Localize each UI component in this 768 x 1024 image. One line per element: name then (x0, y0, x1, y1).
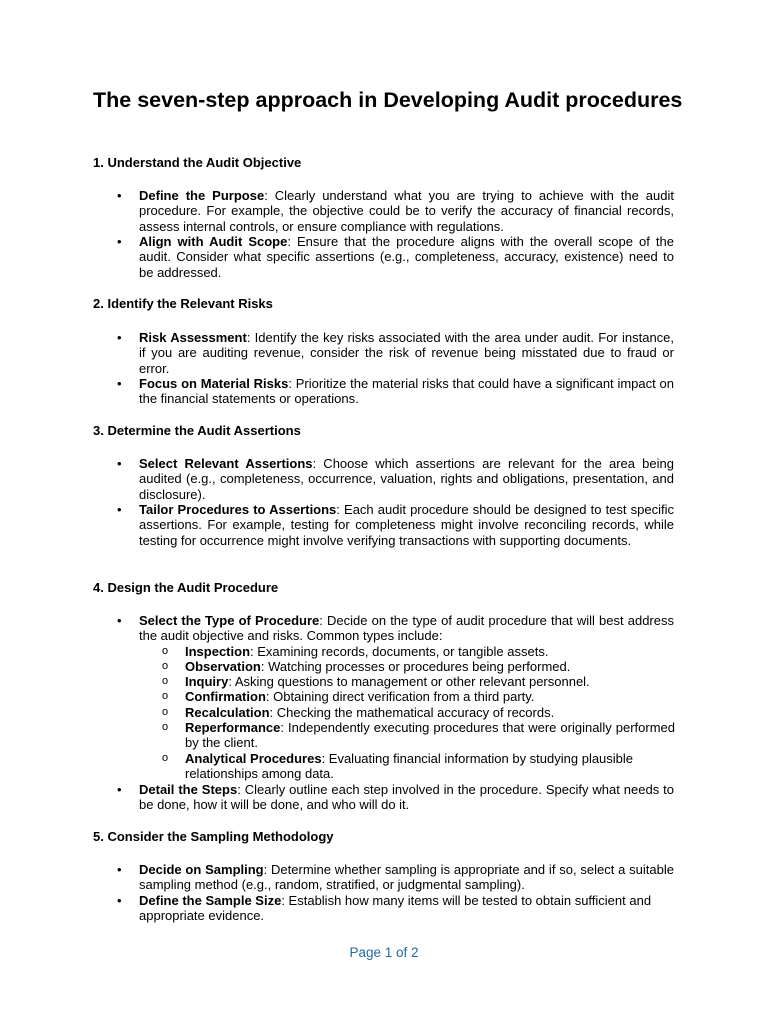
bullet-icon: • (117, 862, 122, 877)
section-heading-design-procedure: 4. Design the Audit Procedure (93, 580, 279, 595)
list-item-define-purpose (117, 188, 675, 234)
item-text: : Identify the key risks associated with the area under audit. For instance, if you are auditing revenue, consider the risk of revenue being misstated due to fraud or error. (139, 330, 675, 376)
circle-bullet-icon: o (162, 660, 169, 672)
item-text: : Prioritize the material risks that could have a significant impact on the financial statements or operations. (139, 376, 674, 407)
item-text: : Asking questions to management or other relevant personnel. (228, 674, 590, 689)
bullet-icon: • (117, 613, 122, 628)
sub-item-reperformance (162, 720, 675, 751)
section-heading-identify-risks: 2. Identify the Relevant Risks (93, 296, 273, 311)
item-term: Align with Audit Scope (139, 234, 288, 249)
item-text: : Decide on the type of audit procedure that will best address the audit objective and risks. Common types include: (139, 613, 674, 644)
bullet-icon: • (117, 234, 122, 249)
item-text: : Clearly understand what you are trying to achieve with the audit procedure. For example, the objective could be to verify the accuracy of financial records, assess internal controls, or ensure compliance with regulations. (139, 188, 675, 234)
item-term: Decide on Sampling (139, 862, 264, 877)
item-term: Risk Assessment (139, 330, 247, 345)
item-term: Confirmation (185, 689, 266, 704)
item-term: Inspection (185, 644, 251, 659)
sub-item-observation (162, 659, 675, 674)
section-heading-understand-objective: 1. Understand the Audit Objective (93, 155, 302, 170)
item-text: : Each audit procedure should be designed to test specific assertions. For example, testing for completeness might involve reconciling records, while testing for occurrence might involve verifying transactions with supporting documents. (139, 502, 674, 548)
item-text: : Establish how many items will be tested to obtain sufficient and appropriate evidence. (139, 893, 652, 924)
item-text: : Evaluating financial information by studying plausible relationships among data. (185, 751, 634, 782)
circle-bullet-icon: o (162, 675, 169, 687)
sub-item-inquiry (162, 674, 675, 689)
list-item-material-risks (117, 376, 674, 407)
bullet-icon: • (117, 782, 122, 797)
bullet-icon: • (117, 502, 122, 517)
bullet-icon: • (117, 456, 122, 471)
item-term: Detail the Steps (139, 782, 238, 797)
circle-bullet-icon: o (162, 721, 169, 733)
list-item-select-assertions (117, 456, 674, 502)
circle-bullet-icon: o (162, 645, 169, 657)
item-text: : Determine whether sampling is appropriate and if so, select a suitable sampling method (e.g., random, stratified, or judgmental sampling). (139, 862, 674, 893)
item-text: : Independently executing procedures that were originally performed by the client. (185, 720, 675, 751)
item-term: Focus on Material Risks (139, 376, 289, 391)
item-text: : Obtaining direct verification from a third party. (265, 689, 535, 704)
list-item-risk-assessment (117, 330, 675, 376)
item-text: : Ensure that the procedure aligns with the overall scope of the audit. Consider what specific assertions (e.g., completeness, accuracy, existence) need to be addressed. (139, 234, 674, 280)
list-item-detail-steps (117, 782, 674, 813)
circle-bullet-icon: o (162, 706, 169, 718)
item-term: Define the Purpose (139, 188, 265, 203)
section-heading-audit-assertions: 3. Determine the Audit Assertions (93, 423, 301, 438)
bullet-icon: • (117, 893, 122, 908)
item-term: Select the Type of Procedure (139, 613, 320, 628)
list-item-type-of-procedure (117, 613, 674, 644)
item-text: : Clearly outline each step involved in the procedure. Specify what needs to be done, how it will be done, and who will do it. (139, 782, 674, 813)
bullet-icon: • (117, 188, 122, 203)
item-text: : Watching processes or procedures being performed. (260, 659, 571, 674)
item-term: Reperformance (185, 720, 281, 735)
item-term: Define the Sample Size (139, 893, 282, 908)
list-item-align-scope (117, 234, 674, 280)
list-item-tailor-procedures (117, 502, 674, 548)
list-item-decide-sampling (117, 862, 674, 893)
bullet-icon: • (117, 330, 122, 345)
sub-item-analytical-procedures (162, 751, 675, 782)
list-item-sample-size (117, 893, 674, 924)
page-number: Page 1 of 2 (349, 945, 419, 960)
item-term: Recalculation (185, 705, 270, 720)
document-title: The seven-step approach in Developing Audit procedures (93, 88, 683, 112)
sub-item-confirmation (162, 689, 675, 704)
item-term: Observation (185, 659, 261, 674)
item-term: Inquiry (185, 674, 229, 689)
item-term: Tailor Procedures to Assertions (139, 502, 337, 517)
item-term: Select Relevant Assertions (139, 456, 313, 471)
sub-item-recalculation (162, 705, 675, 720)
sub-item-inspection (162, 644, 675, 659)
section-heading-sampling-methodology: 5. Consider the Sampling Methodology (93, 829, 334, 844)
item-term: Analytical Procedures (185, 751, 322, 766)
item-text: : Examining records, documents, or tangible assets. (250, 644, 549, 659)
circle-bullet-icon: o (162, 752, 169, 764)
bullet-icon: • (117, 376, 122, 391)
circle-bullet-icon: o (162, 690, 169, 702)
item-text: : Checking the mathematical accuracy of records. (269, 705, 555, 720)
item-text: : Choose which assertions are relevant for the area being audited (e.g., completeness, occurrence, valuation, rights and obligations, presentation, and disclosure). (139, 456, 674, 502)
